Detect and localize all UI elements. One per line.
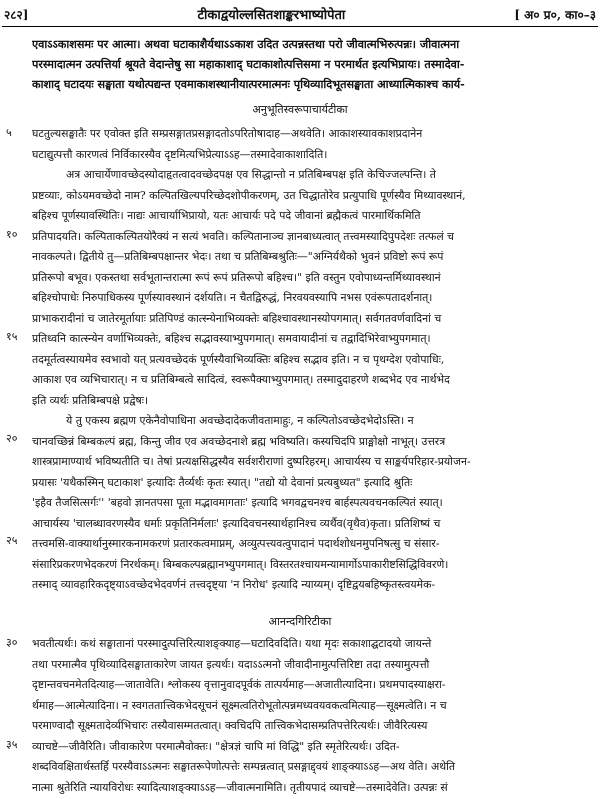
commentary-line: र्थमाह—आत्मेत्यादिना। न स्वगततात्त्विकभेदसूचनं सूक्ष्मत्वतिरोभूतोत्पन्नमध्यवयवकत्वमित्याह—सूक्ष्मत्वेति। न च xyxy=(32,698,447,712)
commentary-line: प्रतिरूपो बभूव। एकस्तथा सर्वभूतान्तरात्मा रूपं रूपं प्रतिरूपो बहिश्च।" इति वस्तुन एवोपाध्यन्तर्मिथ्यावस्थानं xyxy=(32,270,441,284)
commentary-line: प्राभाकरादीनां च जातेरमूर्तायाः प्रतिपिण्डं कात्स्न्येनाभिव्यक्तेः बहिश्चावस्थानस्योपगमात्। सर्वगतवर्णवादिनां च xyxy=(32,311,442,325)
commentary-line: नात्मा श्रुतेरिति न्यायविरोधः स्यादित्याशङ्क्याऽऽह—जीवात्मनामिति। तृतीयपादं व्याचष्टे—तस्मादेवेति। उत्पन्नः सं xyxy=(32,780,448,794)
header-rule xyxy=(2,26,598,27)
commentary-line: प्रयासः 'यथैकस्मिन् घटाकाश' इत्यादिः तैर्व्यर्थः कृतः स्यात्। "तद्यो यो देवानां प्रत्यबुध्यत" इत्यादि श्रुतिः xyxy=(32,475,413,489)
margin-line-number: २० xyxy=(6,432,18,445)
commentary-line: ये तु एकस्य ब्रह्मण एकेनैवोपाधिना अवच्छेदादेकजीवतामाहुः, न कल्पितोऽवच्छेदभेदोऽस्ति। न xyxy=(66,414,414,427)
section-heading-anandagiri: आनन्दगिरिटीका xyxy=(268,615,332,628)
commentary-line: बहिश्च पूर्णस्यावस्थितिः। नाद्यः आचार्याभिप्रायो, यतः आचार्यः पदे पदे जीवानां ब्रह्मैकत्वं पारमार्थिकमिति xyxy=(32,209,421,222)
main-text xyxy=(32,34,594,94)
commentary-line: घटतुल्यसङ्घातैः पर एवोक्त इति सम्प्रसङ्गातप्रसङ्गादतोऽपरितोषादाह—अथवेति। आकाशस्यावकाशप्रदानेन xyxy=(32,127,423,140)
commentary-line: प्रष्टव्याः, कोऽयमवच्छेदो नाम? कल्पितखिल्यपरिच्छेदशोपीकरणम्, उत चिद्धातोरेव प्रत्युपाधि पूर्णस्यैव मिथ्यावस्थानं, xyxy=(32,188,466,202)
margin-line-number: १० xyxy=(6,228,18,241)
commentary-line: परमाण्वादौ सूक्ष्मतादेर्व्यभिचारः तस्यैवासम्मतत्वात्। क्वचिदपि तात्त्विकभेदासम्प्रतिपत्तेरित्यर्थः। जीवैरित्यस्य xyxy=(32,719,428,732)
page-header xyxy=(4,4,596,24)
commentary-line: शास्त्रप्रामाण्यार्थ भविष्यतीति च। तेषां प्रत्यक्षसिद्धस्यैव सर्वशरीराणां दुष्परिहरम्। आचार्यस्य च साङ्कर्यपरिहार-प्रयोजन- xyxy=(32,455,471,468)
chapter-reference: [ अ० प्र०, का०–३ xyxy=(514,7,596,22)
commentary-line: घटाद्युत्पत्तौ कारणत्वं निर्विकारस्यैव दृष्टमित्यभिप्रेत्याऽऽह—तस्मादेवाकाशादिति। xyxy=(32,147,328,161)
commentary-line: नावकल्पते। द्वितीये तु—प्रतिबिम्बपक्षान्तर भेदः। तथा च प्रतिबिम्बश्रुतिः—"अग्निर्यथैको भुवनं प्रविष्टो रूपं रूपं xyxy=(32,250,444,263)
commentary-line: इति व्यर्थः प्रतिबिम्बपक्षे प्रद्वेषः। xyxy=(32,393,149,407)
commentary-line: भवतीत्यर्थः। कथं सङ्घातानां परस्मादुत्पत्तिरित्याशङ्क्याह—घटादिवदिति। यथा मृदः सकाशाद्घटादयो जायन्ते xyxy=(32,637,432,650)
margin-line-number: ३५ xyxy=(6,738,18,751)
commentary-line: चानवच्छिन्नं बिम्बकल्पं ब्रह्म, किन्तु जीव एव अवच्छेदनाशे ब्रह्म भविष्यति। कस्यचिदपि प्राङ्मोक्षो नाभूत्। उत्तरत्र xyxy=(32,434,446,448)
commentary-line: आकाश एव व्यभिचारात्। न च प्रतिबिम्बत्वे सादित्वं, स्वरूपैक्याभ्युपगमात्। तस्मादुदाहरणे शब्दभेद एव नार्थभेद xyxy=(32,373,450,386)
commentary-line: आचार्यस्य 'चालब्धावरणस्यैव धर्माः प्रकृतिनिर्मलाः' इत्यादिवचनस्यार्थहानिश्च व्यर्थैव(वृथैव)कृता। प्रतिशिष्यं च xyxy=(32,516,441,530)
running-title: टीकाद्वयोल्लसितशाङ्करभाष्योपेता xyxy=(197,8,346,23)
commentary-line: तदमूर्तत्वस्यायमेव स्वभावो यत् प्रत्यवच्छेदकं पूर्णस्यैवाभिव्यक्तिः बहिश्च सद्भाव इति। न च पृथग्देश एवोपाधिः, xyxy=(32,352,445,366)
commentary-line: अत्र आचार्येणावच्छेदस्योदाहृतत्वादवच्छेदपक्ष एव सिद्धान्तो न प्रतिबिम्बपक्ष इति केचिज्जल्पन्ति। ते xyxy=(66,168,436,181)
margin-line-number: ५ xyxy=(6,126,12,139)
commentary-line: बहिश्चोपाधेः निरुपाधिकस्य पूर्णस्यावस्थानं दर्शयति। न चैतद्विरुद्धं, निरवयवस्यापि नभस एवंरूपतादर्शनात्। xyxy=(32,291,433,304)
margin-line-number: २५ xyxy=(6,534,18,547)
commentary-anandagiri xyxy=(32,634,594,798)
main-text-line: काशाद् घटादयः सङ्घाता यथोत्पद्यन्त एवमाकाशस्थानीयात्परमात्मनः पृथिव्यादिभूतसङ्घाता आध्यात्मिकाश्च कार्य- xyxy=(32,77,465,91)
section-heading-anubhuti: अनुभूतिस्वरूपाचार्यटीका xyxy=(252,103,348,116)
commentary-line: व्याचष्टे—जीवैरिति। जीवाकारेण परमात्मैवोक्तः। "क्षेत्रज्ञं चापि मां विद्धि" इति स्मृतेरित्यर्थः। उदित- xyxy=(32,739,400,753)
page-number: २८२] xyxy=(4,7,29,22)
commentary-line: तस्माद् व्यावहारिकदृष्ट्याऽवच्छेदभेदवर्णनं तत्त्वदृष्ट्या 'न निरोध' इत्यादि न्याय्यम्। दृष्टिद्वयबहिष्कृतस्त्वयमेक- xyxy=(32,578,436,591)
commentary-line: प्रतिध्वनि कात्स्न्येन वर्णाभिव्यक्तेः, बहिश्च सद्भावस्याभ्युपगमात्। समवायादीनां च तद्वादिभिरेवाभ्युपगमात्। xyxy=(32,332,431,345)
commentary-line: प्रतिपादयति। कल्पिताकल्पितयोरैक्यं न सत्यं भवति। कल्पितानाञ्च ज्ञानबाध्यत्वात् तत्त्वमस्यादिपुपदेशः तत्फलं च xyxy=(32,229,454,243)
commentary-line: शब्दविवक्षितार्थस्तर्हि परस्यैवाऽऽत्मनः सङ्घातरूपेणोत्पत्तेः सम्पन्नत्वात् प्रसङ्गाद्द्वयं शाङ्क्याऽऽह—अथ वेति। अथेति xyxy=(32,760,456,773)
commentary-anubhuti xyxy=(32,124,594,596)
main-text-line: परस्मादात्मन उत्पत्तिर्या श्रूयते वेदान्तेषु सा महाकाशाद् घटाकाशोत्पत्तिसमा न परमार्थत इत्यभिप्रायः। तस्मादेवा- xyxy=(32,57,465,71)
commentary-line: संसारिप्रकरणभेदकरणं निरर्थकम्। बिम्बकल्पब्रह्मानभ्युपगमात्। विस्तरतश्चायमन्यामार्गोऽपाकारीष्टसिद्धिविवरणे। xyxy=(32,557,449,571)
margin-line-number: १५ xyxy=(6,330,18,343)
commentary-line: 'इहैव तैजसित्सर्गः'' 'बहवो ज्ञानतपसा पूता मद्भावमागताः' इत्यादि भगवद्वचनश्च बार्हस्पत्यवचनकल्पितं स्यात्। xyxy=(32,496,443,509)
commentary-line: तत्त्वमसि-वाक्यार्थानुस्मारकनामकरणं प्रतारकत्वमाप्नम्, अव्युत्पत्त्यवत्वुपादानं पदार्थशोधनमुपनिषत्सु च संसार- xyxy=(32,537,440,550)
margin-line-number: ३० xyxy=(6,636,18,649)
commentary-line: तथा परमात्मैव पृथिव्यादिसङ्घाताकारेण जायत इत्यर्थः। यदाऽऽत्मनो जीवादीनामुत्पत्तिरिष्टा तदा तस्यामुत्पत्तौ xyxy=(32,657,430,671)
commentary-line: दृष्टान्तवचनमेतदित्याह—जातावेति। श्लोकस्य वृत्तानुवादपूर्वकं तात्पर्यमाह—अजातीत्यादिना। प्रथमपादस्याक्षरा- xyxy=(32,678,446,691)
main-text-line: एवाऽऽकाशसमः पर आत्मा। अथवा घटाकाशैर्यथाऽऽकाश उदित उत्पन्नस्तथा परो जीवात्मभिरुत्पन्नः। जीवात्मना xyxy=(32,37,460,51)
